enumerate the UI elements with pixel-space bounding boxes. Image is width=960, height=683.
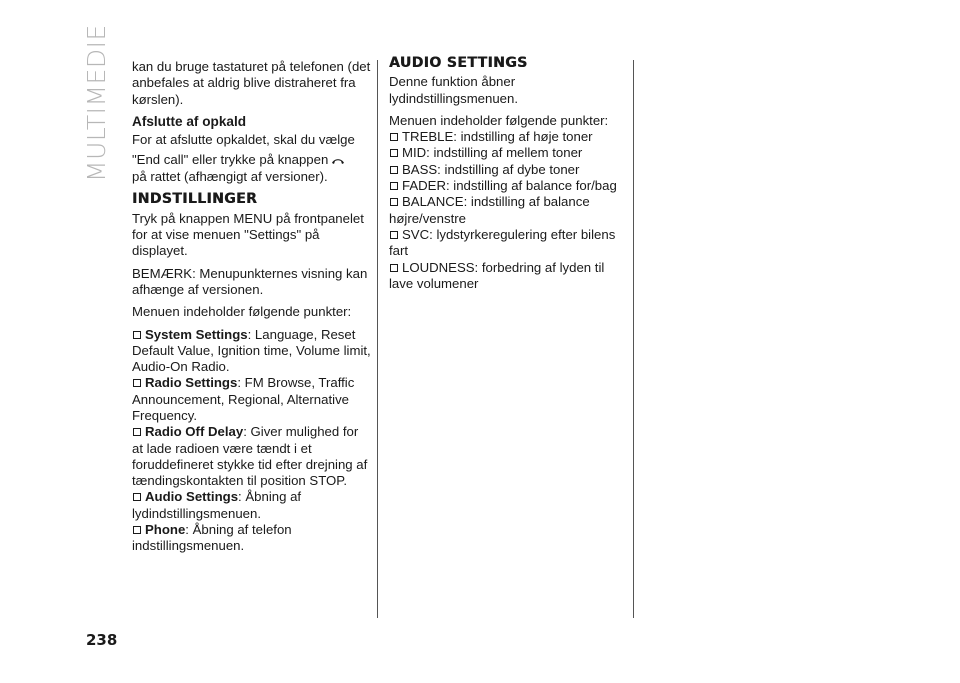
settings-paragraph-1: Tryk på knappen MENU på frontpanelet for at vise menuen "Settings" på displayet. [132, 210, 364, 259]
list-item: System Settings: Language, Reset Default Value, Ignition time, Volume limit, Audio-On Radio. [132, 326, 371, 375]
hangup-line-3: på rattet (afhængigt af versioner). [132, 169, 328, 185]
bullet-box-icon [133, 493, 141, 501]
intro-paragraph: kan du bruge tastaturet på telefonen (det anbefales at aldrig blive distraheret fra kørslen). [132, 59, 371, 107]
list-item: BALANCE: indstilling af balance højre/venstre [389, 194, 590, 226]
list-item: MID: indstilling af mellem toner [389, 145, 629, 161]
settings-heading: INDSTILLINGER [132, 191, 258, 208]
bullet-box-icon [390, 149, 398, 157]
bullet-box-icon [390, 166, 398, 174]
hangup-heading: Afslutte af opkald [132, 113, 247, 129]
column-divider-1 [377, 60, 378, 618]
bullet-box-icon [390, 182, 398, 190]
hangup-line-1: For at afslutte opkaldet, skal du vælge [132, 132, 355, 148]
settings-note: BEMÆRK: Menupunkternes visning kan afhænge af versionen. [132, 265, 368, 297]
bullet-box-icon [390, 231, 398, 239]
list-item: LOUDNESS: forbedring af lyden til lave volumener [389, 259, 605, 291]
column-divider-2 [633, 60, 634, 618]
bullet-box-icon [133, 428, 141, 436]
list-item: Phone: Åbning af telefon indstillingsmenuen. [132, 522, 292, 554]
bullet-box-icon [133, 379, 141, 387]
list-item: TREBLE: indstilling af høje toner [389, 129, 629, 145]
bullet-box-icon [390, 198, 398, 206]
list-item: Radio Off Delay: Giver mulighed for at lade radioen være tændt i et foruddefineret stykke tid efter drejning af tændingskontakten til position STOP. [132, 424, 368, 489]
list-item: Radio Settings: FM Browse, Traffic Announcement, Regional, Alternative Frequency. [132, 375, 355, 423]
section-title: MULTIMEDIE [82, 24, 111, 182]
bullet-box-icon [133, 526, 141, 534]
left-column [132, 59, 372, 555]
list-item: Audio Settings: Åbning af lydindstillingsmenuen. [132, 489, 302, 521]
audio-paragraph-1: Denne funktion åbner lydindstillingsmenuen. [389, 74, 519, 106]
bullet-box-icon [133, 331, 141, 339]
hangup-line-2: "End call" eller trykke på knappen [132, 152, 372, 169]
bullet-box-icon [390, 264, 398, 272]
list-item: FADER: indstilling af balance for/bag [389, 178, 629, 194]
list-item: BASS: indstilling af dybe toner [389, 162, 629, 178]
list-item: SVC: lydstyrkeregulering efter bilens fart [389, 226, 616, 259]
settings-paragraph-3: Menuen indeholder følgende punkter: [132, 304, 352, 320]
page-number: 238 [86, 631, 118, 649]
bullet-box-icon [390, 133, 398, 141]
end-call-icon [331, 153, 345, 169]
audio-settings-heading: AUDIO SETTINGS [389, 55, 528, 71]
audio-paragraph-2: Menuen indeholder følgende punkter: [389, 112, 609, 128]
right-column [389, 55, 629, 292]
